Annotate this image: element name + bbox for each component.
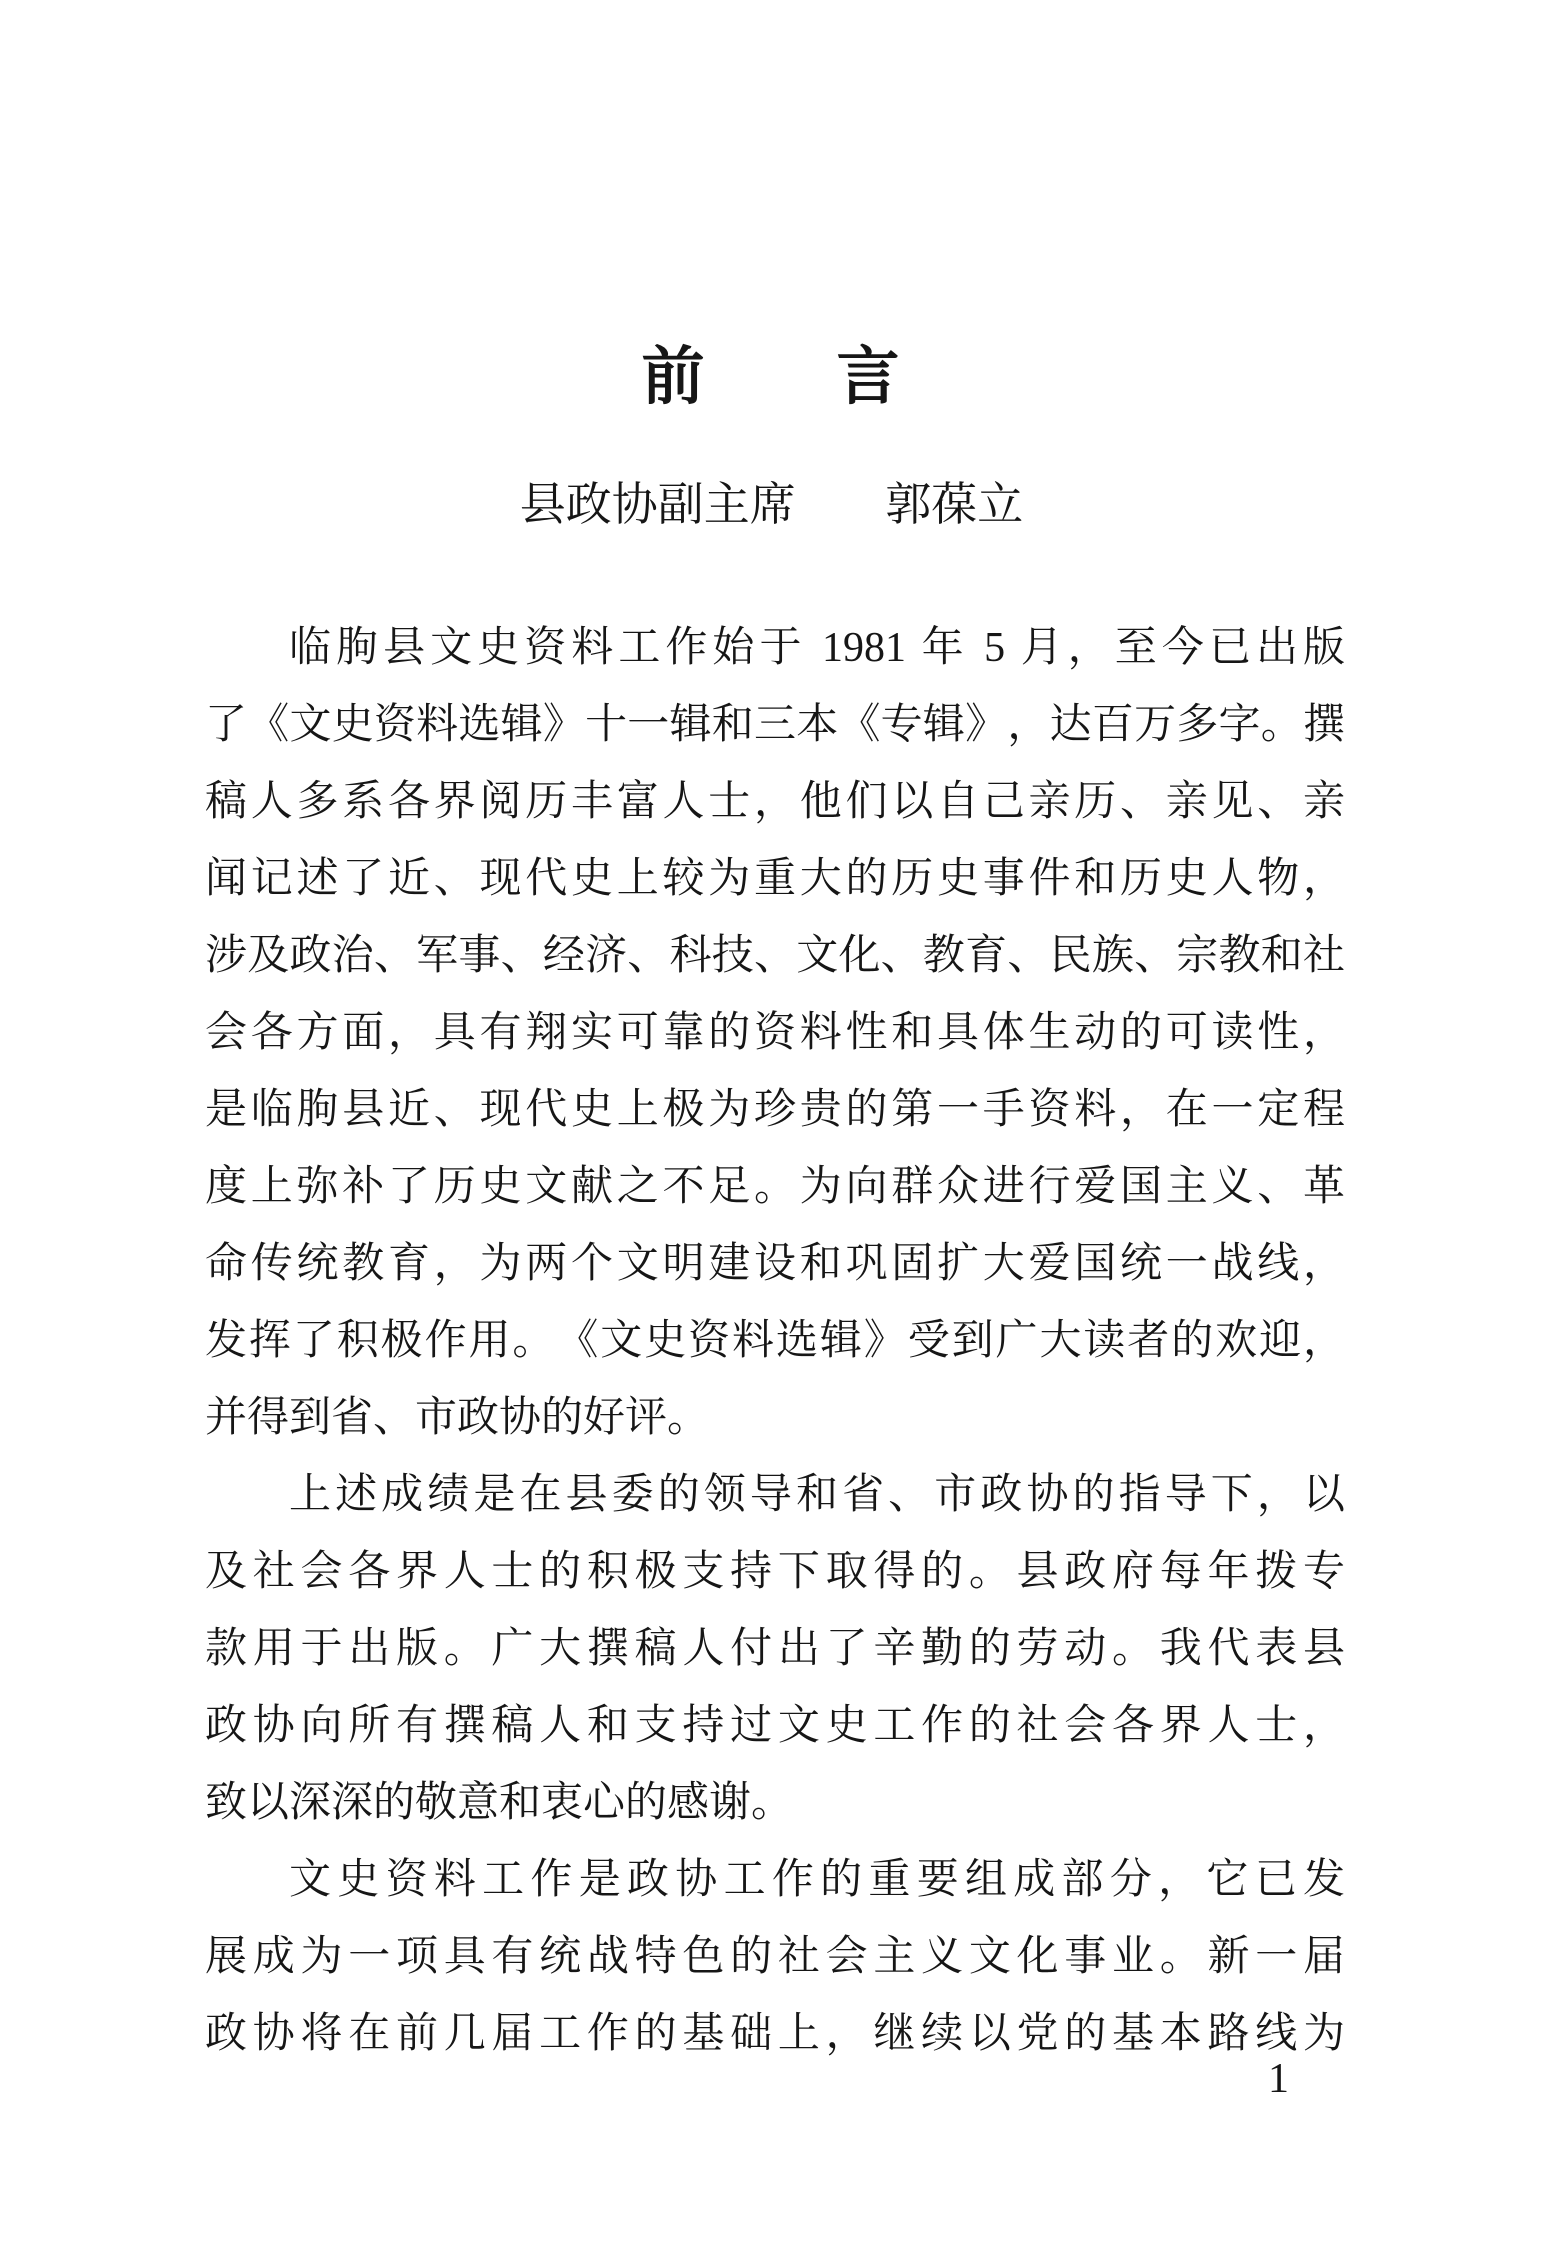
text-line: 政协将在前几届工作的基础上，继续以党的基本路线为 [205,2011,1345,2057]
text-line: 了《文史资料选辑》十一辑和三本《专辑》，达百万多字。撰 [205,702,1345,748]
text-line: 命传统教育，为两个文明建设和巩固扩大爱国统一战线， [205,1241,1345,1287]
byline-author: 郭葆立 [885,479,1024,530]
text-line: 上述成绩是在县委的领导和省、市政协的指导下，以 [289,1472,1345,1518]
page-title: 前 言 [641,342,902,412]
text-line: 发挥了积极作用。《文史资料选辑》受到广大读者的欢迎， [205,1318,1345,1364]
document-body [205,610,1345,2073]
text-line: 展成为一项具有统战特色的社会主义文化事业。新一届 [205,1934,1345,1980]
text-line: 稿人多系各界阅历丰富人士，他们以自己亲历、亲见、亲 [205,779,1345,825]
text-line: 度上弥补了历史文献之不足。为向群众进行爱国主义、革 [205,1164,1345,1210]
text-line: 致以深深的敬意和衷心的感谢。 [205,1780,794,1826]
text-line: 是临朐县近、现代史上极为珍贵的第一手资料，在一定程 [205,1087,1345,1133]
text-line: 款用于出版。广大撰稿人付出了辛勤的劳动。我代表县 [205,1626,1345,1672]
paragraph [205,610,1345,1457]
paragraph [205,1457,1345,1842]
paragraph [205,1842,1345,2073]
text-line: 政协向所有撰稿人和支持过文史工作的社会各界人士， [205,1703,1345,1749]
page-number: 1 [1268,2056,1289,2102]
text-line: 文史资料工作是政协工作的重要组成部分，它已发 [289,1857,1345,1903]
text-line: 会各方面，具有翔实可靠的资料性和具体生动的可读性， [205,1010,1345,1056]
text-line: 及社会各界人士的积极支持下取得的。县政府每年拨专 [205,1549,1345,1595]
byline [0,468,1543,534]
text-line: 闻记述了近、现代史上较为重大的历史事件和历史人物， [205,856,1345,902]
text-line: 涉及政治、军事、经济、科技、文化、教育、民族、宗教和社 [205,933,1345,979]
text-line: 并得到省、市政协的好评。 [205,1395,710,1441]
text-line: 临朐县文史资料工作始于 1981 年 5 月，至今已出版 [289,625,1345,671]
byline-role: 县政协副主席 [519,479,796,530]
